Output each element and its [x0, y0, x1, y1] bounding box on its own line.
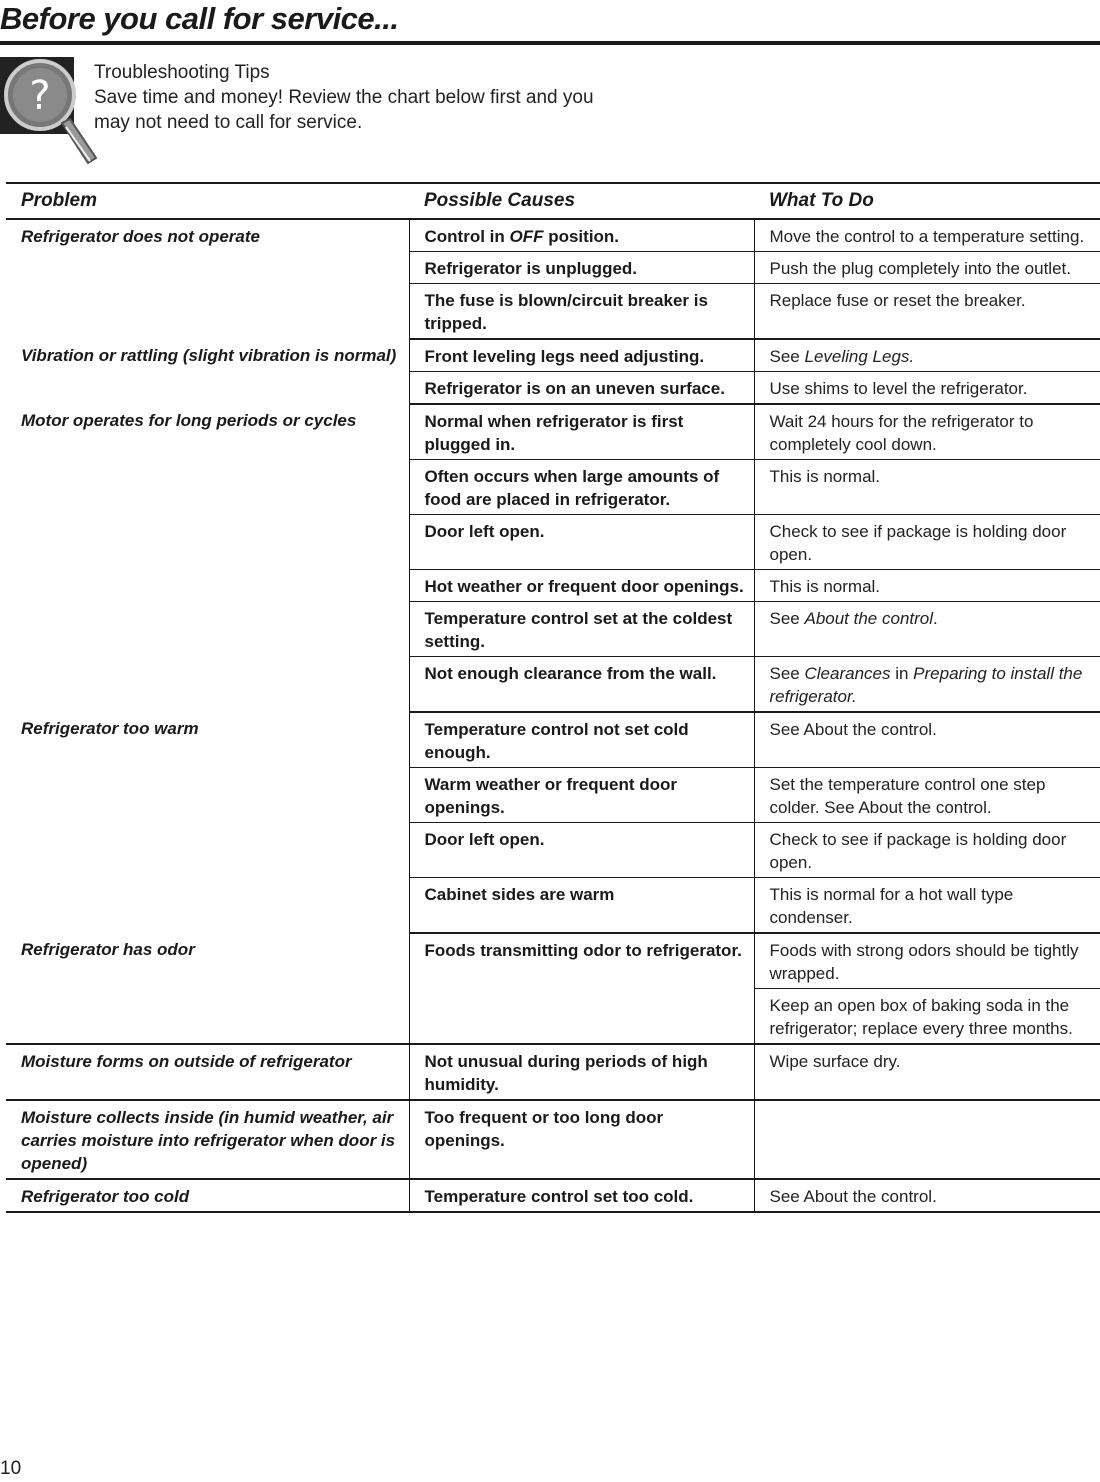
table-row [6, 339, 1100, 372]
troubleshooting-tips [94, 60, 594, 135]
cause-cell: Refrigerator is unplugged. [409, 252, 754, 284]
cause-cell: Foods transmitting odor to refrigerator. [409, 933, 754, 1044]
todo-cell: Wait 24 hours for the refrigerator to completely cool down. [754, 404, 1100, 460]
todo-cell: See About the control. [754, 1179, 1100, 1212]
header-problem: Problem [6, 183, 409, 219]
problem-cell: Refrigerator has odor [6, 933, 409, 1044]
magnifier-question-icon [0, 57, 100, 169]
cause-cell: Front leveling legs need adjusting. [409, 339, 754, 372]
cause-cell: Control in OFF position. [409, 219, 754, 252]
todo-cell: Foods with strong odors should be tightly wrapped. [754, 933, 1100, 989]
tips-line-1: Save time and money! Review the chart below first and you [94, 87, 594, 108]
cause-cell: Temperature control set too cold. [409, 1179, 754, 1212]
cause-cell: Cabinet sides are warm [409, 878, 754, 934]
todo-cell: Wipe surface dry. [754, 1044, 1100, 1100]
cause-cell: Door left open. [409, 515, 754, 570]
problem-cell: Moisture collects inside (in humid weather, air carries moisture into refrigerator when door is opened) [6, 1100, 409, 1179]
cause-cell: Temperature control set at the coldest setting. [409, 602, 754, 657]
problem-cell: Moisture forms on outside of refrigerator [6, 1044, 409, 1100]
todo-cell: This is normal for a hot wall type condenser. [754, 878, 1100, 934]
cause-cell: Door left open. [409, 823, 754, 878]
table-row [6, 712, 1100, 768]
header-what-to-do: What To Do [754, 183, 1100, 219]
todo-cell: Move the control to a temperature setting. [754, 219, 1100, 252]
todo-cell: Replace fuse or reset the breaker. [754, 284, 1100, 340]
cause-cell: Refrigerator is on an uneven surface. [409, 372, 754, 405]
page-number: 10 [0, 1458, 22, 1479]
todo-cell: See Leveling Legs. [754, 339, 1100, 372]
cause-cell: Hot weather or frequent door openings. [409, 570, 754, 602]
page-title: Before you call for service... [0, 1, 399, 36]
table-row [6, 933, 1100, 989]
problem-cell: Refrigerator too warm [21, 719, 199, 738]
title-rule [0, 41, 1100, 45]
problem-cell: Vibration or rattling (slight vibration is normal) [21, 346, 397, 365]
cause-cell: Too frequent or too long door openings. [409, 1100, 754, 1179]
table-row [6, 219, 1100, 252]
tips-heading: Troubleshooting Tips [94, 62, 270, 83]
cause-cell: Not enough clearance from the wall. [409, 657, 754, 713]
todo-cell: See About the control. [754, 712, 1100, 768]
todo-cell: Check to see if package is holding door open. [754, 823, 1100, 878]
table-header-row [6, 183, 1100, 219]
table-row [6, 1044, 1100, 1100]
todo-cell [754, 1100, 1100, 1179]
header-causes: Possible Causes [409, 183, 754, 219]
todo-cell: See Clearances in Preparing to install the refrigerator. [754, 657, 1100, 713]
todo-cell: This is normal. [754, 460, 1100, 515]
cause-cell: Warm weather or frequent door openings. [409, 768, 754, 823]
troubleshooting-table [6, 182, 1100, 1213]
todo-cell: Set the temperature control one step colder. See About the control. [754, 768, 1100, 823]
cause-cell: Normal when refrigerator is first plugged in. [409, 404, 754, 460]
table-row [6, 1179, 1100, 1212]
todo-cell: Check to see if package is holding door open. [754, 515, 1100, 570]
todo-cell: This is normal. [754, 570, 1100, 602]
svg-text:?: ? [29, 73, 51, 119]
todo-cell: Use shims to level the refrigerator. [754, 372, 1100, 405]
cause-cell: Often occurs when large amounts of food are placed in refrigerator. [409, 460, 754, 515]
cause-cell: The fuse is blown/circuit breaker is tripped. [409, 284, 754, 340]
problem-cell: Refrigerator does not operate [21, 227, 260, 246]
problem-cell: Motor operates for long periods or cycles [21, 411, 357, 430]
tips-line-2: may not need to call for service. [94, 112, 363, 133]
todo-cell: Keep an open box of baking soda in the refrigerator; replace every three months. [754, 989, 1100, 1045]
todo-cell: See About the control. [754, 602, 1100, 657]
todo-cell: Push the plug completely into the outlet. [754, 252, 1100, 284]
cause-cell: Temperature control not set cold enough. [409, 712, 754, 768]
table-row [6, 1100, 1100, 1179]
cause-cell: Not unusual during periods of high humidity. [409, 1044, 754, 1100]
table-row [6, 404, 1100, 460]
problem-cell: Refrigerator too cold [6, 1179, 409, 1212]
